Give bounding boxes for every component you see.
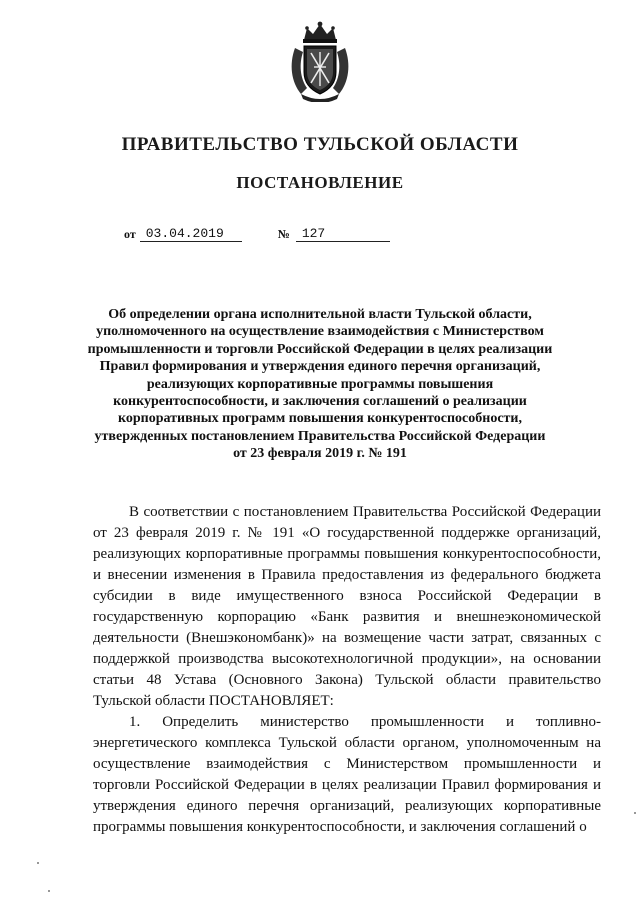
item-1-paragraph: 1. Определить министерство промышленности и топливно-энергетического комплекса Тульской области органом, уполномоченным на осуществление взаимодействия с Министерством промышленности и торговли Российской Федерации в целях реализации Правил формирования и утверждения единого перечня организаций, реализующих корпоративные программы повышения конкурентоспособности, и заключения соглашений о (93, 714, 601, 835)
date-label: от (124, 227, 136, 241)
document-title: Об определении органа исполнительной власти Тульской области, уполномоченного на осуществление взаимодействия с Министерством промышленности и торговли Российской Федерации в целях реализации Правил формирования и утверждения единого перечня организаций, реализующих корпоративные программы повышения конкурентоспособности, и заключения соглашений о реализации корпоративных программ повышения конкурентоспособности, утвержденных постановлением Правительства Российской Федерации от 23 февраля 2019 г. № 191 (87, 307, 553, 462)
preamble-paragraph: В соответствии с постановлением Правительства Российской Федерации от 23 февраля 2019 г. № 191 «О государственной поддержке организаций, реализующих корпоративные программы повышения конкурентоспособности, и внесении изменения в Правила предоставления из федерального бюджета субсидии в виде имущественного взноса Российской Федерации в государственную корпорацию «Банк развития и внешнеэкономической деятельности (Внешэкономбанк)» на возмещение части затрат, связанных с поддержкой производства высокотехнологичной продукции», на основании статьи 48 Устава (Основного Закона) Тульской области правительство Тульской области ПОСТАНОВЛЯЕТ: (93, 504, 601, 709)
document-body (93, 502, 601, 838)
number-value: 127 (296, 226, 390, 242)
tula-coat-of-arms-icon (287, 20, 353, 102)
document-type-heading: ПОСТАНОВЛЕНИЕ (236, 173, 404, 192)
authority-heading: ПРАВИТЕЛЬСТВО ТУЛЬСКОЙ ОБЛАСТИ (121, 134, 519, 155)
scan-dot (37, 862, 39, 864)
scan-dot (48, 890, 50, 892)
date-value: 03.04.2019 (140, 226, 242, 242)
scan-dot (634, 812, 636, 814)
number-label: № (277, 227, 290, 241)
date-number-line (124, 222, 390, 242)
